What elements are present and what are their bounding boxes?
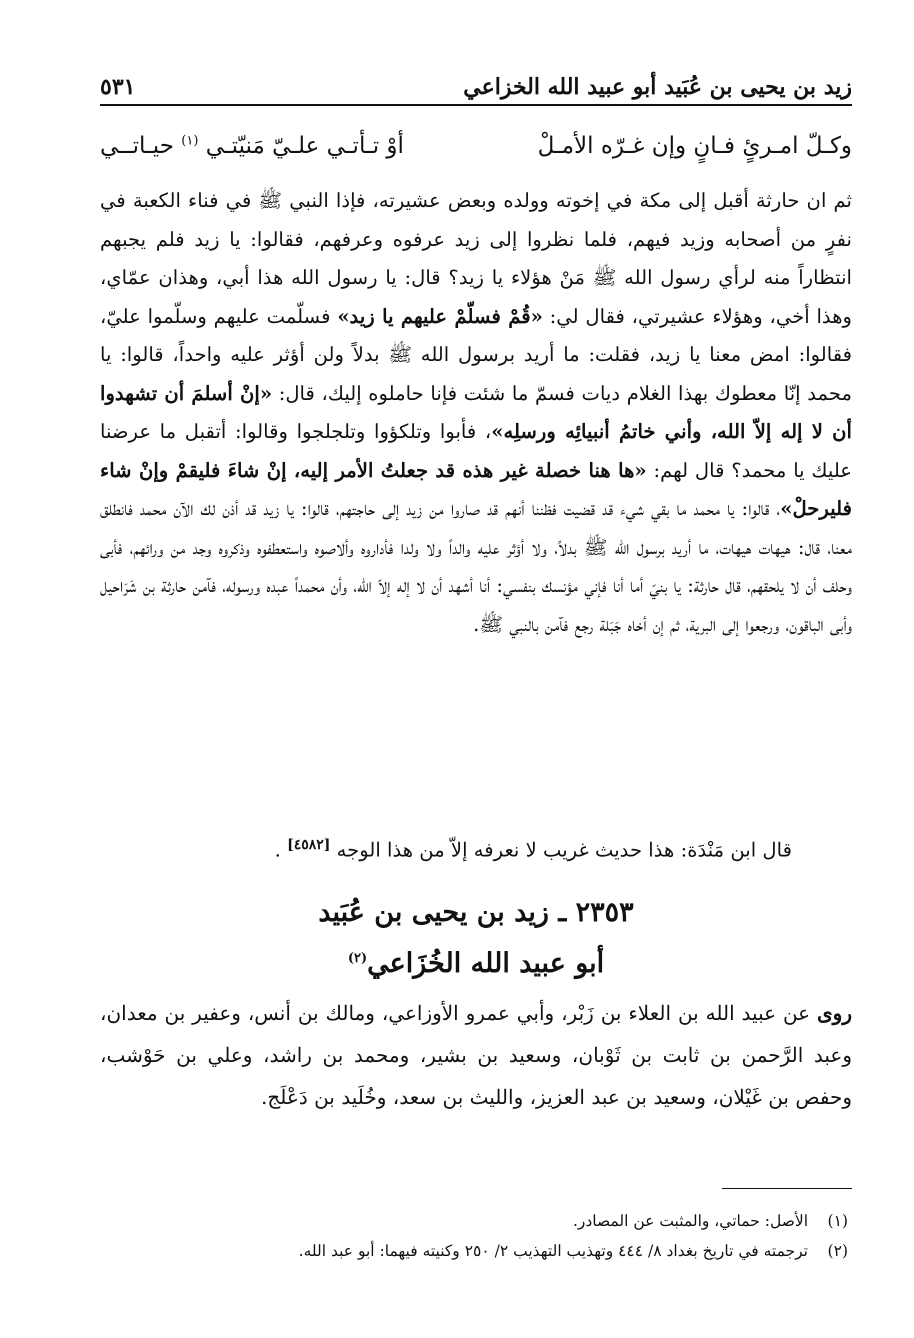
footnote-marker: (٢) bbox=[347, 951, 368, 966]
narrative-part: ، فأبوا وتلكؤوا وتلجلجوا وقالوا: أتقبل ما عرضنا عليك يا محمد؟ قال لهم: bbox=[100, 420, 852, 482]
verse-hemistich-left-word: حيـاتــي bbox=[100, 133, 174, 159]
prophet-quote: «قُمْ فسلّمْ عليهم يا زيد» bbox=[337, 304, 543, 328]
page-number: ٥٣١ bbox=[100, 74, 136, 100]
entry-body bbox=[100, 992, 852, 1118]
verse-hemistich-left-text: أوْ تـأتـي علـيّ مَنيّتـي bbox=[205, 133, 404, 159]
remark-text: قال ابن مَنْدَة: هذا حديث غريب لا نعرفه إلاّ من هذا الوجه bbox=[336, 838, 792, 862]
prophet-quote: «إنْ أسلمَ أن تشهدوا أن لا إله إلاّ الله، وأني خاتمُ أنبيائِه ورسلِه» bbox=[100, 381, 852, 443]
footnote-number: (١) bbox=[827, 1212, 848, 1230]
prophet-quote: «ها هنا خصلة غير هذه قد جعلتُ الأمر إليه، إنْ شاءَ فليقمْ وإنْ شاء فليرحلْ» bbox=[100, 458, 852, 520]
poetry-verse bbox=[100, 124, 852, 168]
entry-heading-line2-wrap bbox=[100, 936, 852, 987]
narrative-paragraph bbox=[100, 182, 852, 644]
narrative-part: فسلّمت عليهم وسلّموا عليّ، فقالوا: امض معنا يا زيد، فقلت: ما أريد برسول الله ﷺ بدلاً ولن أؤثر عليه واحداً، قالوا: يا محمد إنّا معطوك بهذا الغلام ديات فسمّ ما شئت فإنا حاملوه إليك، قال: bbox=[100, 304, 853, 405]
footnote-text: الأصل: حماتي، والمثبت عن المصادر. bbox=[572, 1212, 808, 1230]
entry-heading-line2: أبو عبيد الله الخُزَاعي bbox=[367, 948, 605, 979]
footnote bbox=[100, 1236, 848, 1266]
narrative-part: ، قالوا: يا محمد ما بقي شيء قد قضيت فظننا أنهم قد صاروا من زيد إلى حاجتهم، قالوا: يا زيد قد أذن لك الآن محمد فانطلق معنا، قال: هيهات هيهات، ما أريد برسول الله ﷺ بدلاً، ولا أؤثر عليه والداً ولا ولدا فأداروه وألاصوه واستعطفوه وذكروه وجد من ورائهم، فأبى وحلف أن لا يلحقهم، قال حارثة: يا بنيّ أما أنا فإني مؤنسك بنفسي: أنا أشهد أن لا إله إلاّ الله، وأن محمداً عبده ورسوله، فآمن حارثة بن شَرَاحيل وأبى الباقون، ورجعوا إلى البرية، ثم إن أخاه جَبَلة رجع فآمن بالنبي ﷺ. bbox=[100, 497, 852, 636]
page-header bbox=[100, 54, 852, 106]
ibn-mandah-remark bbox=[100, 826, 792, 870]
running-title: زيد بن يحيى بن عُبَيد أبو عبيد الله الخزاعي bbox=[463, 74, 852, 100]
narrative-part: ثم ان حارثة أقبل إلى مكة في إخوته وولده وبعض عشيرته، فإذا النبي ﷺ في فناء الكعبة في نفرٍ من أصحابه وزيد فيهم، فلما نظروا إلى زيد عرفوه وعرفهم، فقالوا: يا زيد فلم يجبهم انتظاراً منه لرأي رسول الله ﷺ مَنْ هؤلاء يا زيد؟ قال: يا رسول الله هذا أبي، وهذان عمّاي، وهذا أخي، وهؤلاء عشيرتي، فقال لي: bbox=[100, 189, 853, 328]
footnote-marker: (١) bbox=[181, 133, 199, 149]
entry-heading bbox=[100, 890, 852, 987]
footnote bbox=[100, 1206, 848, 1236]
footnote-divider bbox=[722, 1188, 852, 1189]
entry-lead-word: روى bbox=[817, 1001, 852, 1025]
footnotes bbox=[100, 1206, 848, 1266]
footnote-text: ترجمته في تاريخ بغداد ٨/ ٤٤٤ وتهذيب التهذيب ٢/ ٢٥٠ وكنيته فيهما: أبو عبد الله. bbox=[298, 1242, 808, 1260]
footnote-number: (٢) bbox=[827, 1242, 848, 1260]
entry-heading-line1: ٢٣٥٣ ـ زيد بن يحيى بن عُبَيد bbox=[318, 897, 634, 928]
remark-end: . bbox=[274, 838, 281, 862]
hadith-reference: [٤٥٨٢] bbox=[287, 837, 331, 853]
entry-text: عن عبيد الله بن العلاء بن زَبْر، وأبي عمرو الأوزاعي، ومالك بن أنس، وعفير بن معدان، وعبد الرَّحمن بن ثابت بن ثَوْبان، وسعيد بن بشير، ومحمد بن راشد، وعلي بن حَوْشب، وحفص بن غَيْلان، وسعيد بن عبد العزيز، والليث بن سعد، وخُلَيد بن دَعْلَج. bbox=[100, 1001, 852, 1109]
verse-hemistich-left bbox=[100, 133, 404, 159]
verse-hemistich-right: وكـلّ امـرئٍ فـانٍ وإن غـرّه الأمـلْ bbox=[537, 133, 852, 159]
narrative-text bbox=[100, 182, 852, 644]
